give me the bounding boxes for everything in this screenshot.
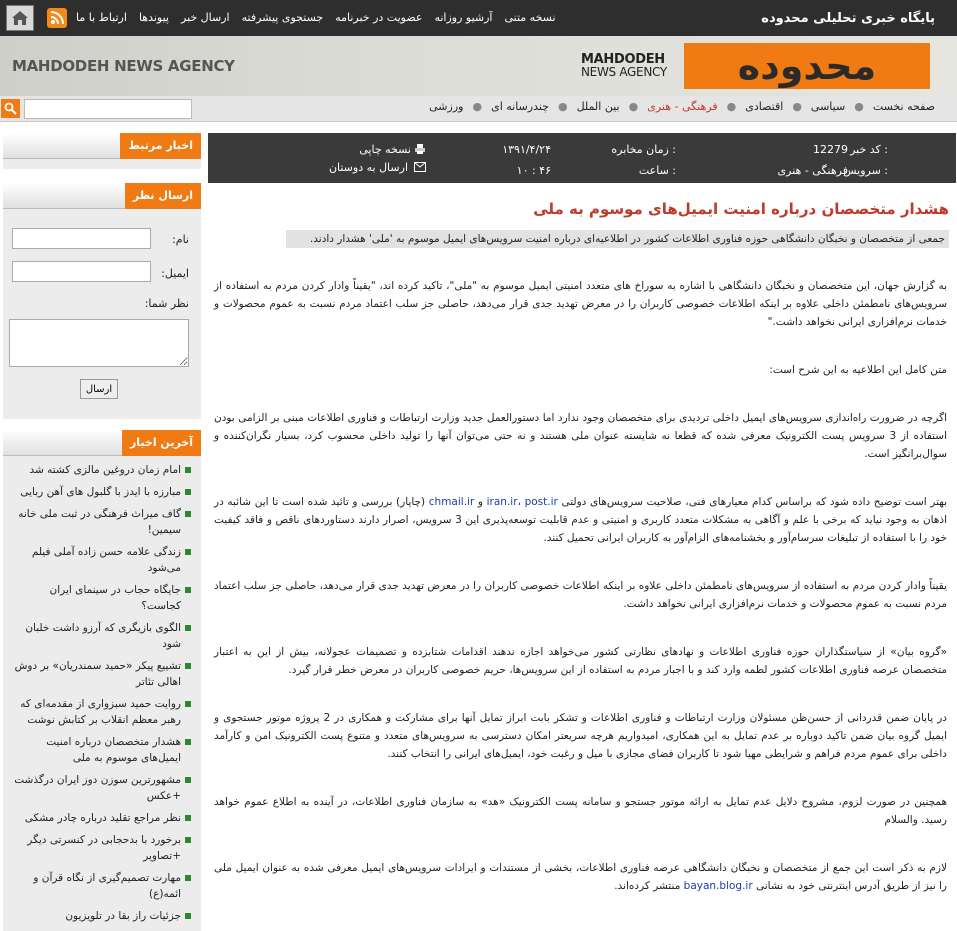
nav-separator: ● — [726, 100, 737, 113]
printer-icon — [414, 143, 426, 155]
top-link-text-version[interactable]: نسخه متنی — [504, 11, 556, 24]
article-paragraph: در پایان ضمن قدردانی از حسن‌ظن مسئولان وزارت ارتباطات و فناوری اطلاعات و تشکر بابت ابراز تمایل آنها برای مشارکت و همکاری در 2 پروژه موتور جستجوی و ایمیل گروه بیان ضمن تاکید دوباره بر عدم تمایل به این همکاری، امیدواریم هرچه سریعتر امکان دسترسی به سرویس‌های متعدد و متنوع پست الکترونیک امن و کارآمد داخلی برای عموم مردم فراهم و شرایطی مهیا شود تا کاربران فضای مجازی با میل و رغبت خود، ایمیل‌های ایرانی را انتخاب کنند. — [214, 712, 947, 760]
top-link-advanced-search[interactable]: جستجوی پیشرفته — [241, 11, 324, 24]
latest-news-header — [3, 430, 201, 456]
main-nav-bar — [0, 96, 957, 122]
top-nav — [76, 11, 556, 24]
dispatch-time-label: زمان مخابره : — [611, 143, 676, 156]
nav-item-sports[interactable]: ورزشی — [429, 100, 464, 113]
article-paragraph: بهتر است توضیح داده شود که براساس کدام معیارهای فنی، صلاحیت سرویس‌های دولتی iran.ir، post.ir و chmail.ir (چاپار) بررسی و تائید شده است تا این شائبه در اذهان به وجود نیاید که برخی با علم و آگاهی به مشکلات متعدد کاربری و امنیتی و عدم قابلیت توسعه‌پذیری این 3 سرویس، اصرار دارند دستاوردهای ناقص و فاقد کیفیت خود را با استفاده از تبلیغات سرسام‌آور و بخشنامه‌های الزام‌آور به کاربران ایرانی تحمیل کنند. — [214, 496, 948, 544]
home-icon — [11, 10, 29, 26]
latest-news-item[interactable]: مهارت تصمیم‌گیری از نگاه قرآن و ائمه(ع) — [11, 870, 193, 902]
service-label: سرویس : — [843, 164, 888, 177]
nav-separator: ● — [472, 100, 483, 113]
main-nav — [429, 100, 935, 113]
article-paragraph — [214, 859, 947, 895]
paragraph-text: و — [477, 496, 483, 508]
email-field[interactable] — [12, 261, 151, 282]
site-logo[interactable]: محدوده — [684, 43, 930, 89]
post-ir-link[interactable]: post.ir — [524, 496, 558, 508]
clock-value: ۱۰ : ۴۶ — [516, 164, 551, 177]
paragraph-text: لازم به ذکر است این جمع از متخصصان و نخبگان دانشگاهی عرصه فناوری اطلاعات، بخشی از مستندات و ایرادات سرویس‌های ایمیل معرفی شده به عنوان ایمیل ملی را نیز از طریق آدرس اینترنتی خود به نشانی — [214, 862, 947, 892]
dispatch-date-value: ۱۳۹۱/۴/۲۴ — [502, 143, 551, 156]
latest-news-item[interactable]: روایت حمید سبزواری از مقدمه‌ای که رهبر معظم انقلاب بر کتابش نوشت — [11, 696, 193, 728]
logo-en-line2: NEWS AGENCY — [581, 65, 667, 79]
rss-icon — [50, 11, 64, 25]
article-title: هشدار متخصصان درباره امنیت ایمیل‌های موسوم به ملی — [533, 200, 949, 218]
nav-separator: ● — [854, 100, 864, 113]
related-news-title: اخبار مرتبط — [120, 133, 201, 159]
latest-news-item[interactable]: الگوی بازیگری که آرزو داشت خلبان شود — [11, 620, 193, 652]
search-icon — [4, 102, 17, 115]
latest-news-item[interactable]: گاف میراث فرهنگی در ثبت ملی خانه سیمین! — [11, 506, 193, 538]
agency-name-en: MAHDODEH NEWS AGENCY — [12, 57, 235, 75]
news-code-label: کد خبر : — [850, 143, 888, 156]
send-to-friends-link[interactable]: ارسال به دوستان — [328, 161, 408, 174]
nav-separator: ● — [792, 100, 802, 113]
comment-textarea[interactable] — [9, 319, 189, 367]
print-version-link[interactable]: نسخه چاپی — [359, 143, 411, 156]
latest-news-item[interactable]: تشییع پیکر «حمید سمندریان» بر دوش اهالی تئاتر — [11, 658, 193, 690]
article-body — [214, 277, 947, 925]
nav-item-economy[interactable]: اقتصادی — [745, 100, 784, 113]
article-paragraph: اگرچه در ضرورت راه‌اندازی سرویس‌های ایمیل داخلی تردیدی برای متخصصان وجود ندارد اما دستورالعمل جدید وزارت ارتباطات و فناوری اطلاعات مبنی بر الزامی بودن استفاده از 3 سرویس پست الکترونیک معرفی شده که قطعا نه شایسته عنوان ملی هستند و نه حتی می‌توان آنها را تولید داخلی محسوب کرد، بسیار نگران‌کننده و سوال‌برانگیز است. — [214, 412, 948, 460]
nav-item-home[interactable]: صفحه نخست — [872, 100, 935, 113]
article-lead: جمعی از متخصصان و نخبگان دانشگاهی حوزه فناوری اطلاعات کشور در اطلاعیه‌ای درباره امنیت سرویس‌های ایمیل موسوم به 'ملی' هشدار دادند. — [286, 230, 949, 248]
comment-box — [3, 183, 201, 419]
service-value: فرهنگی - هنری — [777, 164, 848, 177]
related-news-header — [3, 133, 201, 159]
latest-news-title: آخرین اخبار — [122, 430, 201, 456]
logo-en-line1: MAHDODEH — [581, 52, 665, 67]
nav-item-international[interactable]: بین الملل — [576, 100, 620, 113]
related-news-box — [3, 133, 201, 169]
latest-news-item[interactable]: مشهورترین سوزن دوز ایران درگذشت +عکس — [11, 772, 193, 804]
latest-news-list — [3, 456, 201, 924]
nav-separator: ● — [628, 100, 639, 113]
nav-separator: ● — [557, 100, 568, 113]
email-label: ایمیل: — [161, 267, 189, 280]
top-link-newsletter[interactable]: عضویت در خبرنامه — [335, 11, 423, 24]
banner — [0, 36, 957, 96]
site-slogan: پایگاه خبری تحلیلی محدوده — [761, 11, 935, 26]
latest-news-item[interactable]: جایگاه حجاب در سینمای ایران کجاست؟ — [11, 582, 193, 614]
latest-news-item[interactable]: نظر مراجع تقلید درباره چادر مشکی — [11, 810, 193, 826]
logo-text-en — [581, 53, 667, 79]
comment-header — [3, 183, 201, 209]
send-comment-button[interactable]: ارسال — [80, 379, 118, 399]
search-input[interactable] — [24, 99, 192, 119]
article-paragraph: به گزارش جهان، این متخصصان و نخبگان دانشگاهی با اشاره به سوراخ های متعدد امنیتی ایمیل موسوم به "ملی"، تاکید کرده اند، "یقیناً وادار کردن مردم به استفاده از سرویس‌های نامطمئن داخلی علاوه بر اینکه اطلاعات خصوصی کاربران را در معرض تهدید جدی قرار می‌دهد، حاصلی جز سلب اعتماد مردم نسبت به عموم محصولات و خدمات نرم‌افزاری ایرانی نخواهد داشت." — [214, 280, 947, 328]
home-button[interactable] — [6, 5, 34, 31]
top-link-archive[interactable]: آرشیو روزانه — [434, 11, 493, 24]
latest-news-item[interactable]: جزئیات راز بقا در تلویزیون — [11, 908, 193, 924]
nav-item-multimedia[interactable]: چندرسانه ای — [491, 100, 549, 113]
article-paragraph: همچنین در صورت لزوم، مشروح دلایل عدم تمایل به ارائه موتور جستجو و سامانه پست الکترونیک «هد» به سازمان فناوری اطلاعات، در آینده به اطلاع عموم خواهد رسید. والسلام — [214, 796, 947, 826]
envelope-icon — [414, 162, 426, 172]
name-label: نام: — [172, 233, 189, 246]
top-link-send-news[interactable]: ارسال خبر — [181, 11, 230, 24]
comment-title: ارسال نظر — [125, 183, 201, 209]
search-button[interactable] — [1, 99, 20, 118]
latest-news-item[interactable]: هشدار متخصصان درباره امنیت ایمیل‌های موسوم به ملی — [11, 734, 193, 766]
nav-item-politics[interactable]: سیاسی — [810, 100, 846, 113]
top-link-links[interactable]: پیوندها — [138, 11, 169, 24]
article-meta-bar — [208, 133, 956, 183]
article-paragraph: «گروه بیان» از سیاستگذاران حوزه فناوری اطلاعات و نهادهای نظارتی کشور می‌خواهد اجازه ندهند اقدامات شتابزده و تصمیمات عجولانه، بیش از این به اعتبار متخصصان عرصه فناوری اطلاعات کشور لطمه وارد کند و با اجبار مردم به استفاده از این سرویس‌ها، حریم خصوصی کاربران در معرض خطر قرار گیرد. — [214, 646, 947, 676]
paragraph-text: (چاپار) بررسی و تائید شده است تا این شائبه در اذهان به وجود نیاید که برخی با علم و آگاهی به مشکلات متعدد کاربری و امنیتی و عدم قابلیت توسعه‌پذیری این 3 سرویس، اصرار دارند دستاوردهای ناقص و فاقد کیفیت خود را با استفاده از تبلیغات سرسام‌آور و بخشنامه‌های الزام‌آور به کاربران ایرانی تحمیل کنند. — [214, 496, 947, 544]
latest-news-box — [3, 430, 201, 931]
paragraph-text: بهتر است توضیح داده شود که براساس کدام معیارهای فنی، صلاحیت سرویس‌های دولتی — [561, 496, 948, 508]
latest-news-item[interactable]: مبارزه با ایدز با گلبول های آهن ربایی — [11, 484, 193, 500]
clock-label: ساعت : — [638, 164, 676, 177]
nav-item-culture[interactable]: فرهنگی - هنری — [647, 100, 718, 113]
bayan-blog-link[interactable]: bayan.blog.ir — [683, 880, 753, 892]
chmail-ir-link[interactable]: chmail.ir — [428, 496, 475, 508]
article-paragraph: متن کامل این اطلاعیه به این شرح است: — [769, 364, 947, 376]
article-paragraph: یقیناً وادار کردن مردم به استفاده از سرویس‌های نامطمئن داخلی علاوه بر اینکه اطلاعات خصوصی کاربران را در معرض تهدید جدی قرار می‌دهد، حاصلی جز سلب اعتماد مردم نسبت به عموم محصولات و خدمات نرم‌افزاری ایرانی نخواهد داشت. — [214, 580, 947, 610]
latest-news-item[interactable]: برخورد با بدحجابی در کنسرتی دیگر +تصاویر — [11, 832, 193, 864]
latest-news-item[interactable]: امام زمان دروغین مالزی کشته شد — [11, 462, 193, 478]
name-field[interactable] — [12, 228, 151, 249]
news-code-value: 12279 — [813, 143, 848, 156]
comment-label: نظر شما: — [144, 297, 189, 310]
paragraph-text: منتشر کرده‌اند. — [614, 880, 681, 892]
top-link-contact[interactable]: ارتباط با ما — [76, 11, 127, 24]
top-bar — [0, 0, 957, 36]
rss-button[interactable] — [47, 8, 67, 28]
iran-ir-link[interactable]: iran.ir — [486, 496, 518, 508]
latest-news-item[interactable]: زندگی علامه حسن زاده آملی فیلم می‌شود — [11, 544, 193, 576]
